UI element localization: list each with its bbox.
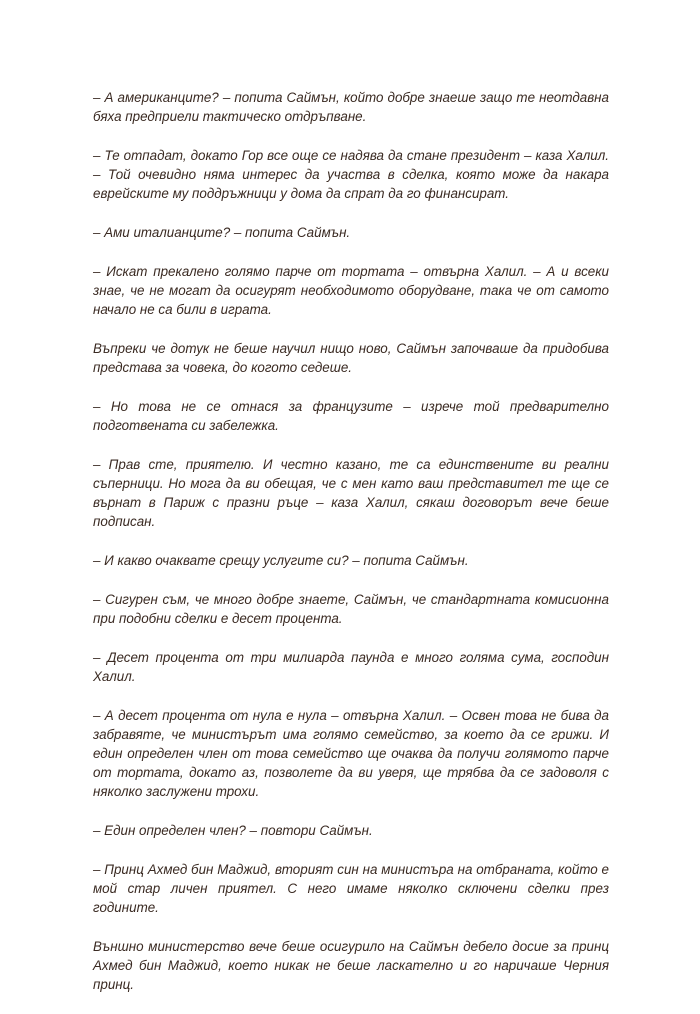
paragraph: – Но това не се отнася за французите – изрече той предварително подготвената си забележка. [93, 399, 609, 433]
paragraph: Външно министерство вече беше осигурило на Саймън дебело досие за принц Ахмед бин Маджид, което никак не беше ласкателно и го наричаше Черния принц. [93, 939, 609, 992]
paragraph: – Десет процента от три милиарда паунда е много голяма сума, господин Халил. [93, 650, 609, 684]
paragraph: – Прав сте, приятелю. И честно казано, те са единствените ви реални съперници. Но мога да ви обещая, че с мен като ваш представител те ще се върнат в Париж с празни ръце – каза Халил, сякаш договорът вече беше подписан. [93, 457, 609, 529]
paragraph: – А американците? – попита Саймън, който добре знаеше защо те неотдавна бяха предприели тактическо отдръпване. [93, 90, 609, 124]
paragraph: – И какво очаквате срещу услугите си? – попита Саймън. [93, 553, 469, 568]
paragraph: – Един определен член? – повтори Саймън. [93, 823, 373, 838]
paragraph: – Ами италианците? – попита Саймън. [93, 225, 351, 240]
paragraph: – Сигурен съм, че много добре знаете, Саймън, че стандартната комисионна при подобни сделки е десет процента. [93, 592, 609, 626]
paragraph: – А десет процента от нула е нула – отвърна Халил. – Освен това не бива да забравяте, че министърът има голямо семейство, за което да се грижи. И един определен член от това семейство ще очаква да получи голямото парче от тортата, докато аз, позволете да ви уверя, ще трябва да се задоволя с няколко заслужени трохи. [93, 708, 609, 799]
document-page [93, 88, 609, 1014]
paragraph: – Принц Ахмед бин Маджид, вторият син на министъра на отбраната, който е мой стар личен приятел. С него имаме няколко сключени сделки през годините. [93, 862, 609, 915]
paragraph: – Искат прекалено голямо парче от тортата – отвърна Халил. – А и всеки знае, че не могат да осигурят необходимото оборудване, така че от самото начало не са били в играта. [93, 264, 609, 317]
paragraph: – Те отпадат, докато Гор все още се надява да стане президент – каза Халил. – Той очевидно няма интерес да участва в сделка, която може да накара еврейските му поддръжници у дома да спрат да го финансират. [93, 148, 609, 201]
paragraph: Въпреки че дотук не беше научил нищо ново, Саймън започваше да придобива представа за човека, до когото седеше. [93, 341, 609, 375]
